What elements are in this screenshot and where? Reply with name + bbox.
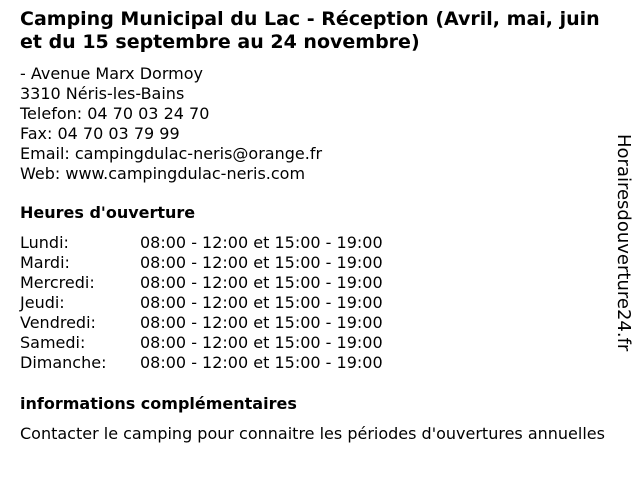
page-title: Camping Municipal du Lac - Réception (Avril, mai, juin et du 15 septembre au 24 novembre) — [20, 8, 600, 53]
hours-time: 08:00 - 12:00 et 15:00 - 19:00 — [140, 273, 383, 292]
info-text: Contacter le camping pour connaitre les périodes d'ouvertures annuelles — [20, 424, 605, 443]
hours-time: 08:00 - 12:00 et 15:00 - 19:00 — [140, 253, 383, 272]
hours-table — [20, 233, 383, 373]
hours-row — [20, 233, 383, 253]
address-street: - Avenue Marx Dormoy — [20, 64, 203, 83]
hours-row — [20, 353, 383, 373]
address-fax: Fax: 04 70 03 79 99 — [20, 124, 180, 143]
watermark: Horairesdouverture24.fr — [613, 134, 634, 352]
address-web: Web: www.campingdulac-neris.com — [20, 164, 306, 183]
hours-day: Vendredi: — [20, 313, 96, 332]
hours-day: Mardi: — [20, 253, 70, 272]
hours-day: Lundi: — [20, 233, 69, 252]
hours-row — [20, 253, 383, 273]
hours-time: 08:00 - 12:00 et 15:00 - 19:00 — [140, 353, 383, 372]
hours-time: 08:00 - 12:00 et 15:00 - 19:00 — [140, 233, 383, 252]
hours-row — [20, 333, 383, 353]
hours-time: 08:00 - 12:00 et 15:00 - 19:00 — [140, 313, 383, 332]
address-city: 3310 Néris-les-Bains — [20, 84, 185, 103]
hours-day: Mercredi: — [20, 273, 95, 292]
hours-row — [20, 313, 383, 333]
address-email: Email: campingdulac-neris@orange.fr — [20, 144, 323, 163]
address-block — [20, 64, 322, 184]
info-heading: informations complémentaires — [20, 394, 297, 413]
hours-day: Samedi: — [20, 333, 86, 352]
address-phone: Telefon: 04 70 03 24 70 — [20, 104, 210, 123]
hours-row — [20, 293, 383, 313]
hours-time: 08:00 - 12:00 et 15:00 - 19:00 — [140, 293, 383, 312]
hours-heading: Heures d'ouverture — [20, 203, 196, 222]
hours-day: Dimanche: — [20, 353, 107, 372]
hours-row — [20, 273, 383, 293]
hours-day: Jeudi: — [20, 293, 65, 312]
hours-time: 08:00 - 12:00 et 15:00 - 19:00 — [140, 333, 383, 352]
